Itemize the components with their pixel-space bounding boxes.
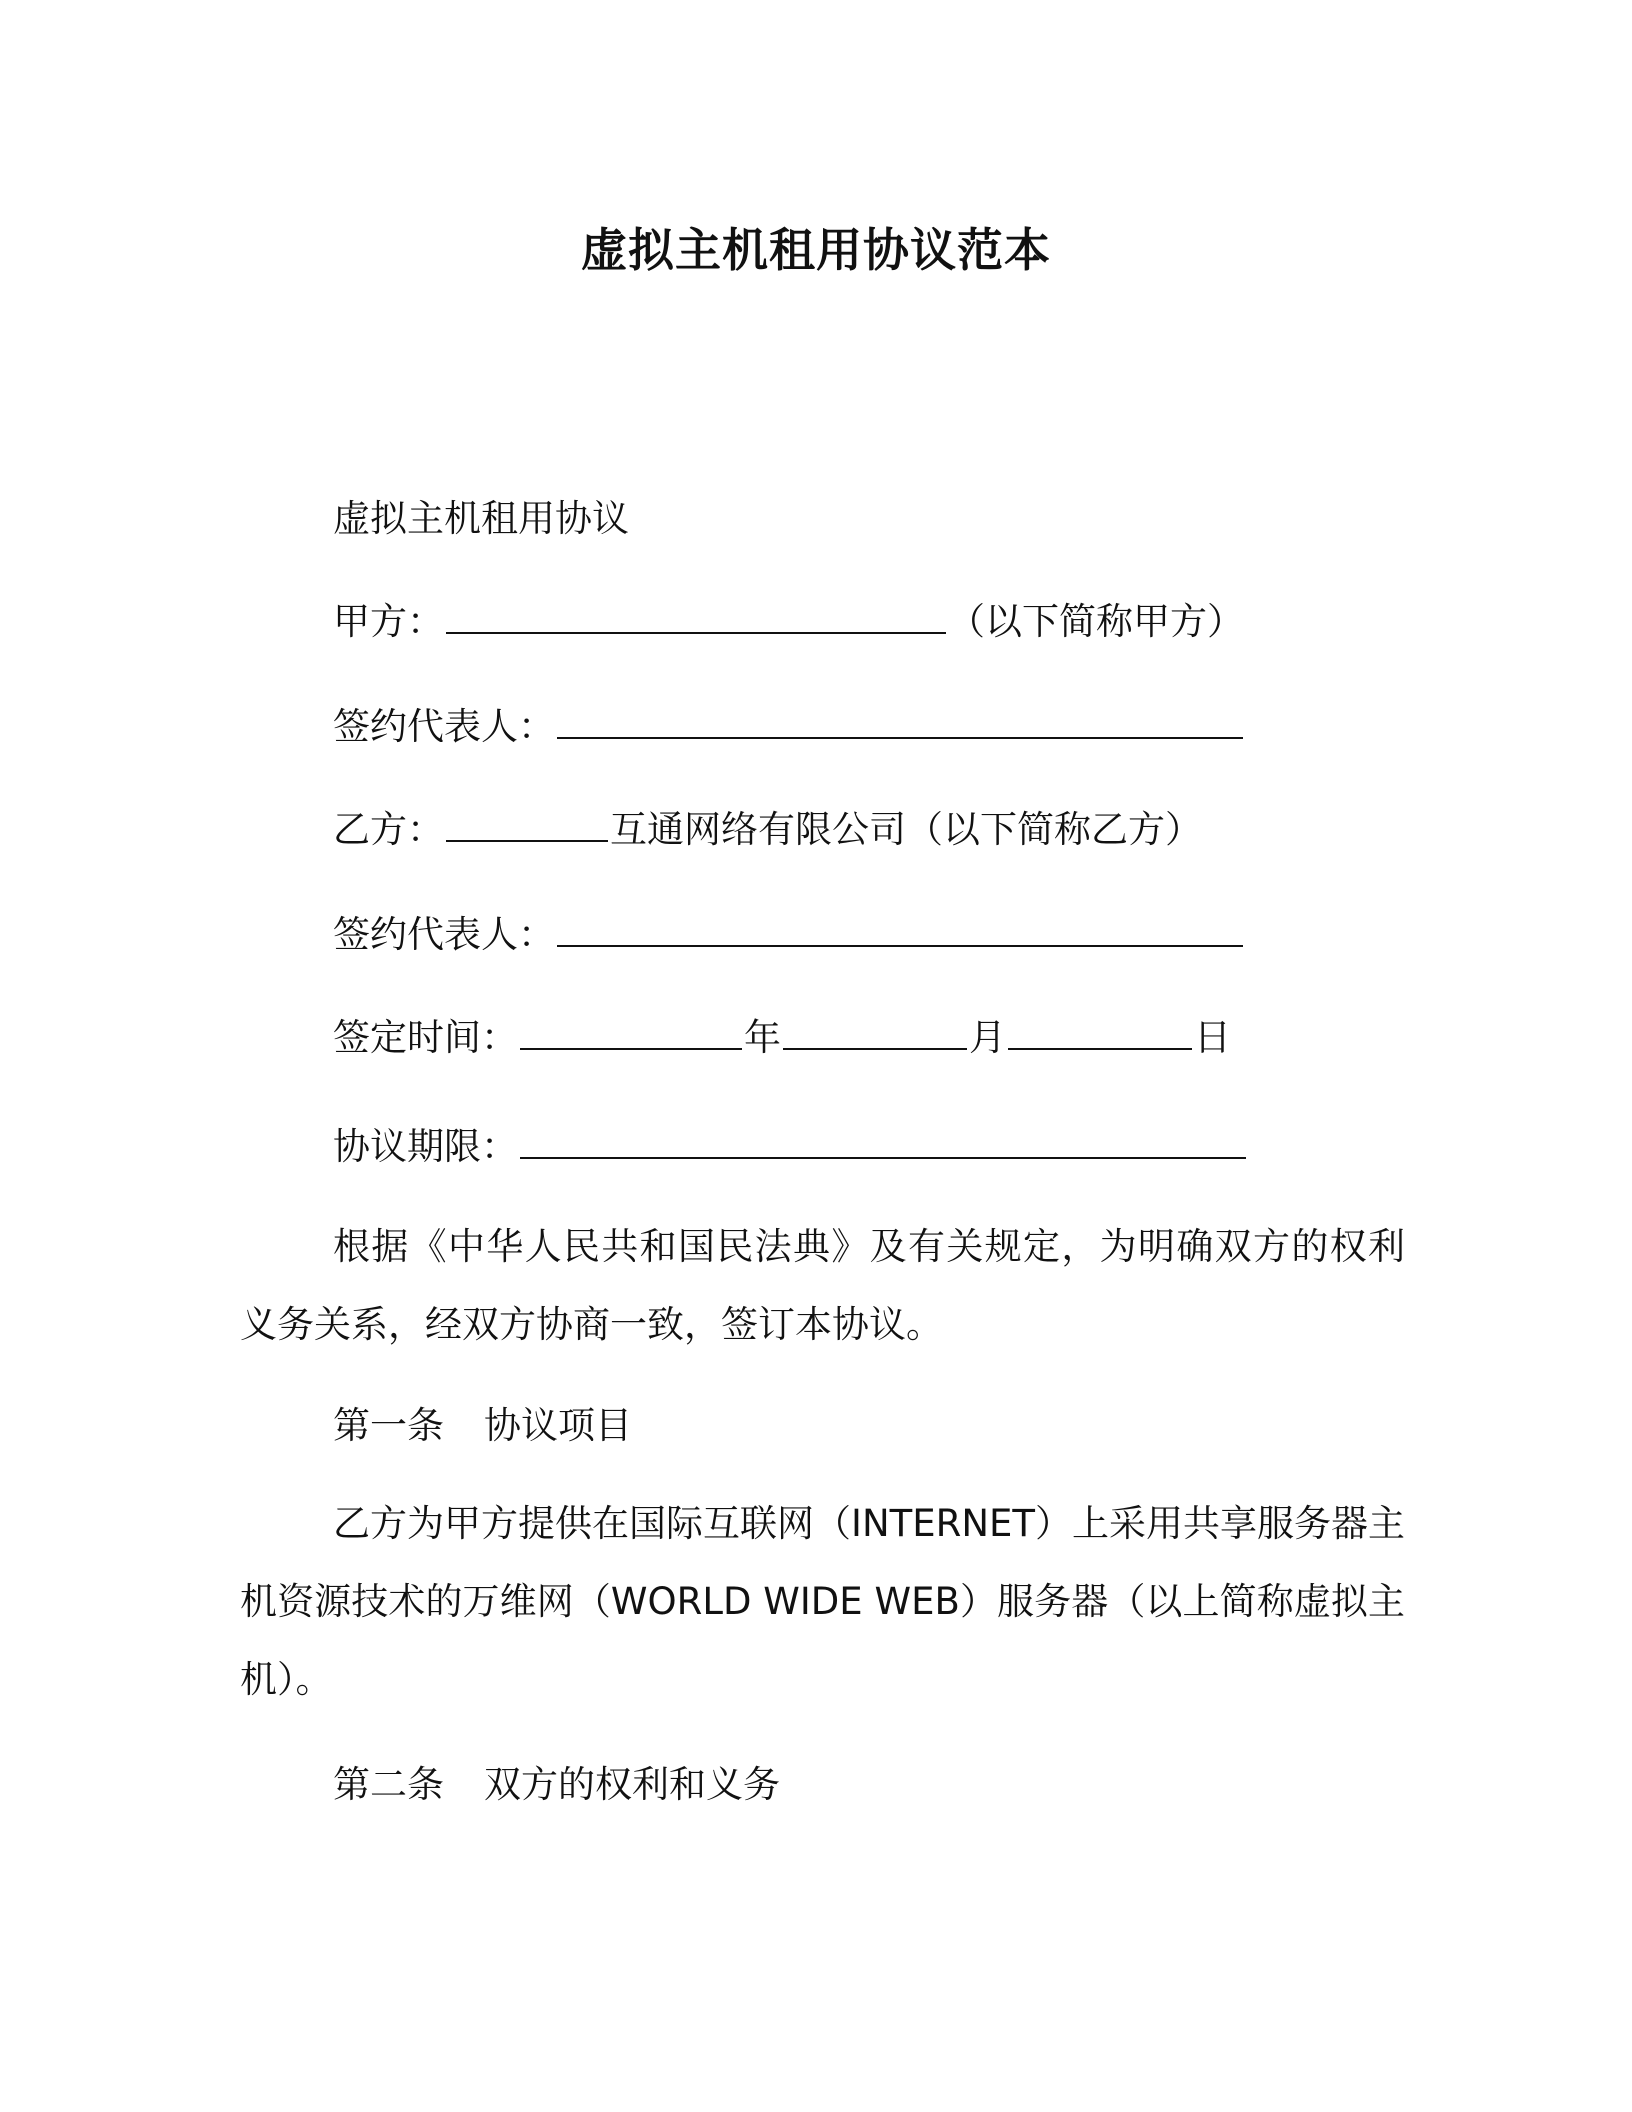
party-b-company: 互通网络有限公司（以下简称乙方） (610, 808, 1202, 851)
rep-a-line (333, 703, 1245, 751)
term-line (333, 1123, 1248, 1171)
rep-b-label: 签约代表人： (333, 913, 555, 956)
article-2-title: 双方的权利和义务 (484, 1763, 780, 1806)
article-1-body: 乙方为甲方提供在国际互联网（INTERNET）上采用共享服务器主机资源技术的万维网（WORLD WIDE WEB）服务器（以上简称虚拟主机）。 (240, 1502, 1405, 1701)
day-label: 日 (1194, 1016, 1231, 1059)
party-b-blank[interactable] (446, 806, 608, 842)
sign-date-line (333, 1014, 1231, 1062)
document-title: 虚拟主机租用协议范本 (581, 223, 1051, 277)
month-blank[interactable] (783, 1014, 967, 1050)
rep-a-blank[interactable] (557, 703, 1243, 739)
year-blank[interactable] (520, 1014, 742, 1050)
article-1-title: 协议项目 (484, 1404, 632, 1447)
agreement-subtitle: 虚拟主机租用协议 (333, 497, 629, 540)
rep-a-label: 签约代表人： (333, 705, 555, 748)
rep-b-blank[interactable] (557, 911, 1243, 947)
rep-b-line (333, 911, 1245, 959)
sign-date-label: 签定时间： (333, 1016, 518, 1059)
article-2-number: 第二条 (333, 1763, 444, 1806)
year-label: 年 (744, 1016, 781, 1059)
day-blank[interactable] (1008, 1014, 1192, 1050)
party-b-label: 乙方： (333, 808, 444, 851)
term-blank[interactable] (520, 1123, 1246, 1159)
party-a-line (333, 598, 1244, 646)
term-label: 协议期限： (333, 1125, 518, 1168)
party-a-blank[interactable] (446, 598, 946, 634)
article-2-heading (333, 1761, 780, 1809)
article-1-heading (333, 1402, 632, 1450)
intro-paragraph: 根据《中华人民共和国民法典》及有关规定，为明确双方的权利义务关系，经双方协商一致，签订本协议。 (240, 1225, 1405, 1346)
party-a-suffix: （以下简称甲方） (948, 600, 1244, 643)
party-b-line (333, 806, 1202, 854)
article-1-number: 第一条 (333, 1404, 444, 1447)
month-label: 月 (969, 1016, 1006, 1059)
party-a-label: 甲方： (333, 600, 444, 643)
